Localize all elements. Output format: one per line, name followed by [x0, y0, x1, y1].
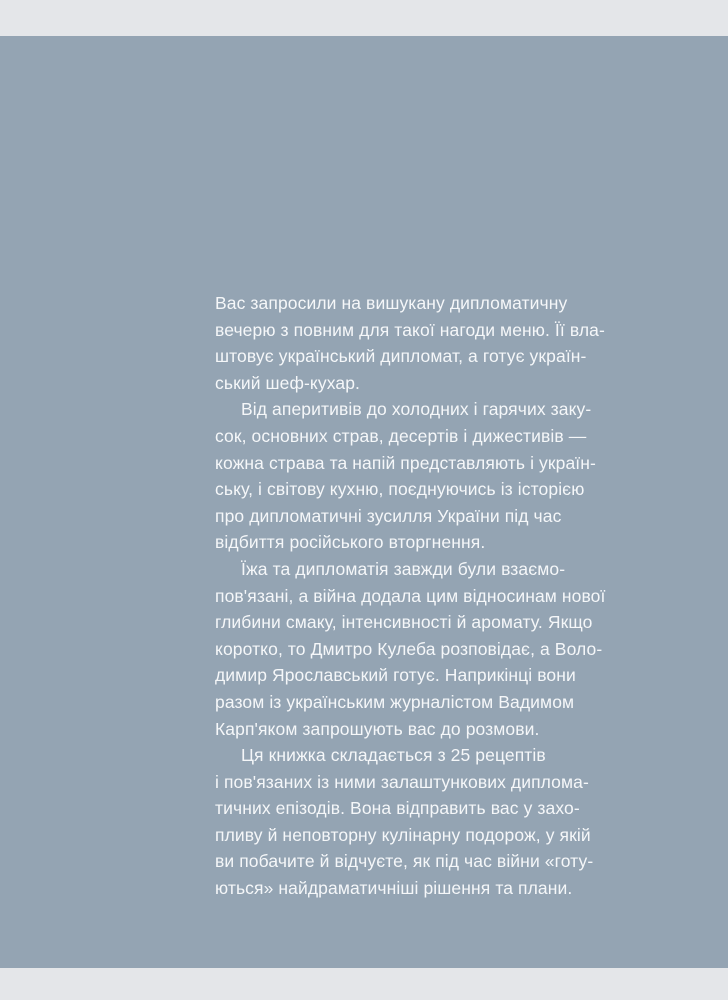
blurb-line: ську, і світову кухню, поєднуючись із історією [215, 479, 585, 500]
blurb-line: ський шеф-кухар. [215, 372, 361, 393]
blurb-line: сок, основних страв, десертів і дижестивів — [215, 425, 587, 446]
blurb-line: вечерю з повним для такої нагоди меню. Її вла- [215, 319, 605, 340]
blurb-line: про дипломатичні зусилля України під час [215, 505, 562, 526]
blurb-line: штовує український дипломат, а готує україн- [215, 346, 587, 367]
blurb-line: коротко, то Дмитро Кулеба розповідає, а Воло- [215, 638, 603, 659]
blurb-line: Ця книжка складається з 25 рецептів [241, 745, 546, 766]
blurb-line: ви побачите й відчуєте, як під час війни «готу- [215, 851, 594, 872]
book-back-cover [0, 36, 728, 968]
blurb-line: пов'язані, а війна додала цим відносинам нової [215, 585, 606, 606]
blurb-line: тичних епізодів. Вона відправить вас у захо- [215, 798, 580, 819]
blurb-line: Карп'яком запрошують вас до розмови. [215, 718, 540, 739]
blurb-line: разом із українським журналістом Вадимом [215, 691, 575, 712]
blurb-line: і пов'язаних із ними залаштункових диплома- [215, 771, 589, 792]
cover-blurb [215, 290, 630, 902]
blurb-line: Вас запросили на вишукану дипломатичну [215, 293, 568, 313]
blurb-line: Їжа та дипломатія завжди були взаємо- [241, 558, 566, 579]
blurb-line: Від аперитивів до холодних і гарячих заку- [241, 399, 592, 420]
blurb-line: кожна страва та напій представляють і україн- [215, 452, 596, 473]
blurb-line: пливу й неповторну кулінарну подорож, у якій [215, 824, 591, 845]
blurb-line: ються» найдраматичніші рішення та плани. [215, 878, 573, 899]
blurb-line: димир Ярославський готує. Наприкінці вони [215, 665, 576, 686]
blurb-line: відбиття російського вторгнення. [215, 532, 486, 553]
blurb-line: глибини смаку, інтенсивності й аромату. Якщо [215, 612, 593, 633]
